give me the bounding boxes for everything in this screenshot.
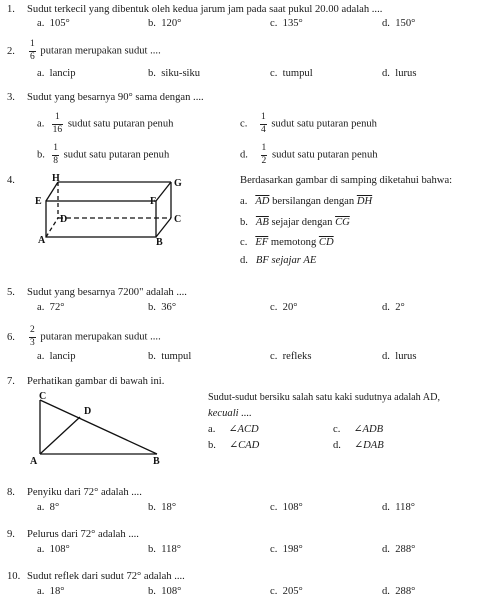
q6-text: $\frac{2}{3}$ putaran merupakan sudut .... [30,325,161,348]
q8-option-d[interactable]: d. 118° [382,502,415,513]
q3-option-c[interactable]: c. $\frac{1}{4}$ sudut satu putaran penuh [240,112,377,135]
q2-option-c[interactable]: c. tumpul [270,68,313,79]
q2-number: 2. [7,46,15,57]
q3-number: 3. [7,92,15,103]
q1-option-a[interactable]: a. 105° [37,18,70,29]
q8-option-b[interactable]: b. 18° [148,502,177,513]
q3-text: Sudut yang besarnya 90° sama dengan .... [27,92,204,103]
q9-text: Pelurus dari 72° adalah .... [27,529,139,540]
q6-fraction: $\frac{2}{3}$ [30,325,35,348]
q4-text: Berdasarkan gambar di samping diketahui bahwa: [240,175,453,186]
q9-number: 9. [7,529,15,540]
label-h: H [52,173,60,184]
q6-number: 6. [7,332,15,343]
q4-number: 4. [7,175,15,186]
q3-option-d[interactable]: d. $\frac{1}{2}$ sudut satu putaran penuh [240,143,378,166]
q7-kecuali: kecuali .... [208,408,252,419]
q9-option-d[interactable]: d. 288° [382,544,416,555]
q8-text: Penyiku dari 72° adalah .... [27,487,142,498]
q3-option-a[interactable]: a. $\frac{1}{16}$ sudut satu putaran penuh [37,112,174,135]
q9-option-c[interactable]: c. 198° [270,544,303,555]
q5-option-a[interactable]: a. 72° [37,302,65,313]
label-d: D [60,214,68,225]
q5-number: 5. [7,287,15,298]
q7-number: 7. [7,376,15,387]
label-e: E [35,196,42,207]
q1-number: 1. [7,4,15,15]
label-b-tri: B [153,456,160,467]
q8-option-c[interactable]: c. 108° [270,502,303,513]
q5-text: Sudut yang besarnya 7200" adalah .... [27,287,187,298]
q2-text: $\frac{1}{6}$ putaran merupakan sudut .... [30,39,161,62]
q6-option-a[interactable]: a. lancip [37,351,76,362]
q4-option-a[interactable]: a. $\overline{AD}$ bersilangan dengan $\overline{DH}$ [240,196,373,207]
q8-number: 8. [7,487,15,498]
q10-text: Sudut reflek dari sudut 72° adalah .... [27,571,185,582]
triangle-figure [30,390,170,470]
q4-option-c[interactable]: c. $\overline{EF}$ memotong $\overline{CD}$ [240,237,334,248]
q9-option-a[interactable]: a. 108° [37,544,70,555]
q5-option-b[interactable]: b. 36° [148,302,177,313]
q3-option-b[interactable]: b. $\frac{1}{8}$ sudut satu putaran penuh [37,143,170,166]
q10-option-c[interactable]: c. 205° [270,586,303,597]
label-g: G [174,178,182,189]
q4-option-b[interactable]: b. $\overline{AB}$ sejajar dengan $\overline{CG}$ [240,217,350,228]
q6-option-b[interactable]: b. tumpul [148,351,192,362]
q9-option-b[interactable]: b. 118° [148,544,181,555]
q7-description: Sudut-sudut bersiku salah satu kaki sudutnya adalah AD, [208,392,441,403]
label-b: B [156,237,163,248]
q2-option-a[interactable]: a. lancip [37,68,76,79]
q7-option-d[interactable]: d. ∠DAB [333,440,384,451]
q5-option-c[interactable]: c. 20° [270,302,298,313]
q7-text: Perhatikan gambar di bawah ini. [27,376,165,387]
q5-option-d[interactable]: d. 2° [382,302,405,313]
cuboid-figure [24,170,194,248]
q1-option-d[interactable]: d. 150° [382,18,416,29]
q10-option-a[interactable]: a. 18° [37,586,65,597]
q1-option-c[interactable]: c. 135° [270,18,303,29]
q2-option-d[interactable]: d. lurus [382,68,417,79]
q6-option-d[interactable]: d. lurus [382,351,417,362]
q1-text: Sudut terkecil yang dibentuk oleh kedua jarum jam pada saat pukul 20.00 adalah .... [27,4,383,15]
label-a-tri: A [30,456,38,467]
q10-option-d[interactable]: d. 288° [382,586,416,597]
q8-option-a[interactable]: a. 8° [37,502,60,513]
label-a: A [38,235,46,246]
label-c-tri: C [39,391,47,402]
q10-option-b[interactable]: b. 108° [148,586,182,597]
q7-option-b[interactable]: b. ∠CAD [208,440,260,451]
q1-option-b[interactable]: b. 120° [148,18,182,29]
q10-number: 10. [7,571,21,582]
q7-option-a[interactable]: a. ∠ACD [208,424,259,435]
q4-option-d[interactable]: d. BF sejajar AE [240,255,317,266]
q6-option-c[interactable]: c. refleks [270,351,312,362]
label-f: F [150,196,157,207]
label-c: C [174,214,182,225]
q2-option-b[interactable]: b. siku-siku [148,68,201,79]
label-d-tri: D [84,406,92,417]
q7-option-c[interactable]: c. ∠ADB [333,424,384,435]
q2-fraction: $\frac{1}{6}$ [30,39,35,62]
